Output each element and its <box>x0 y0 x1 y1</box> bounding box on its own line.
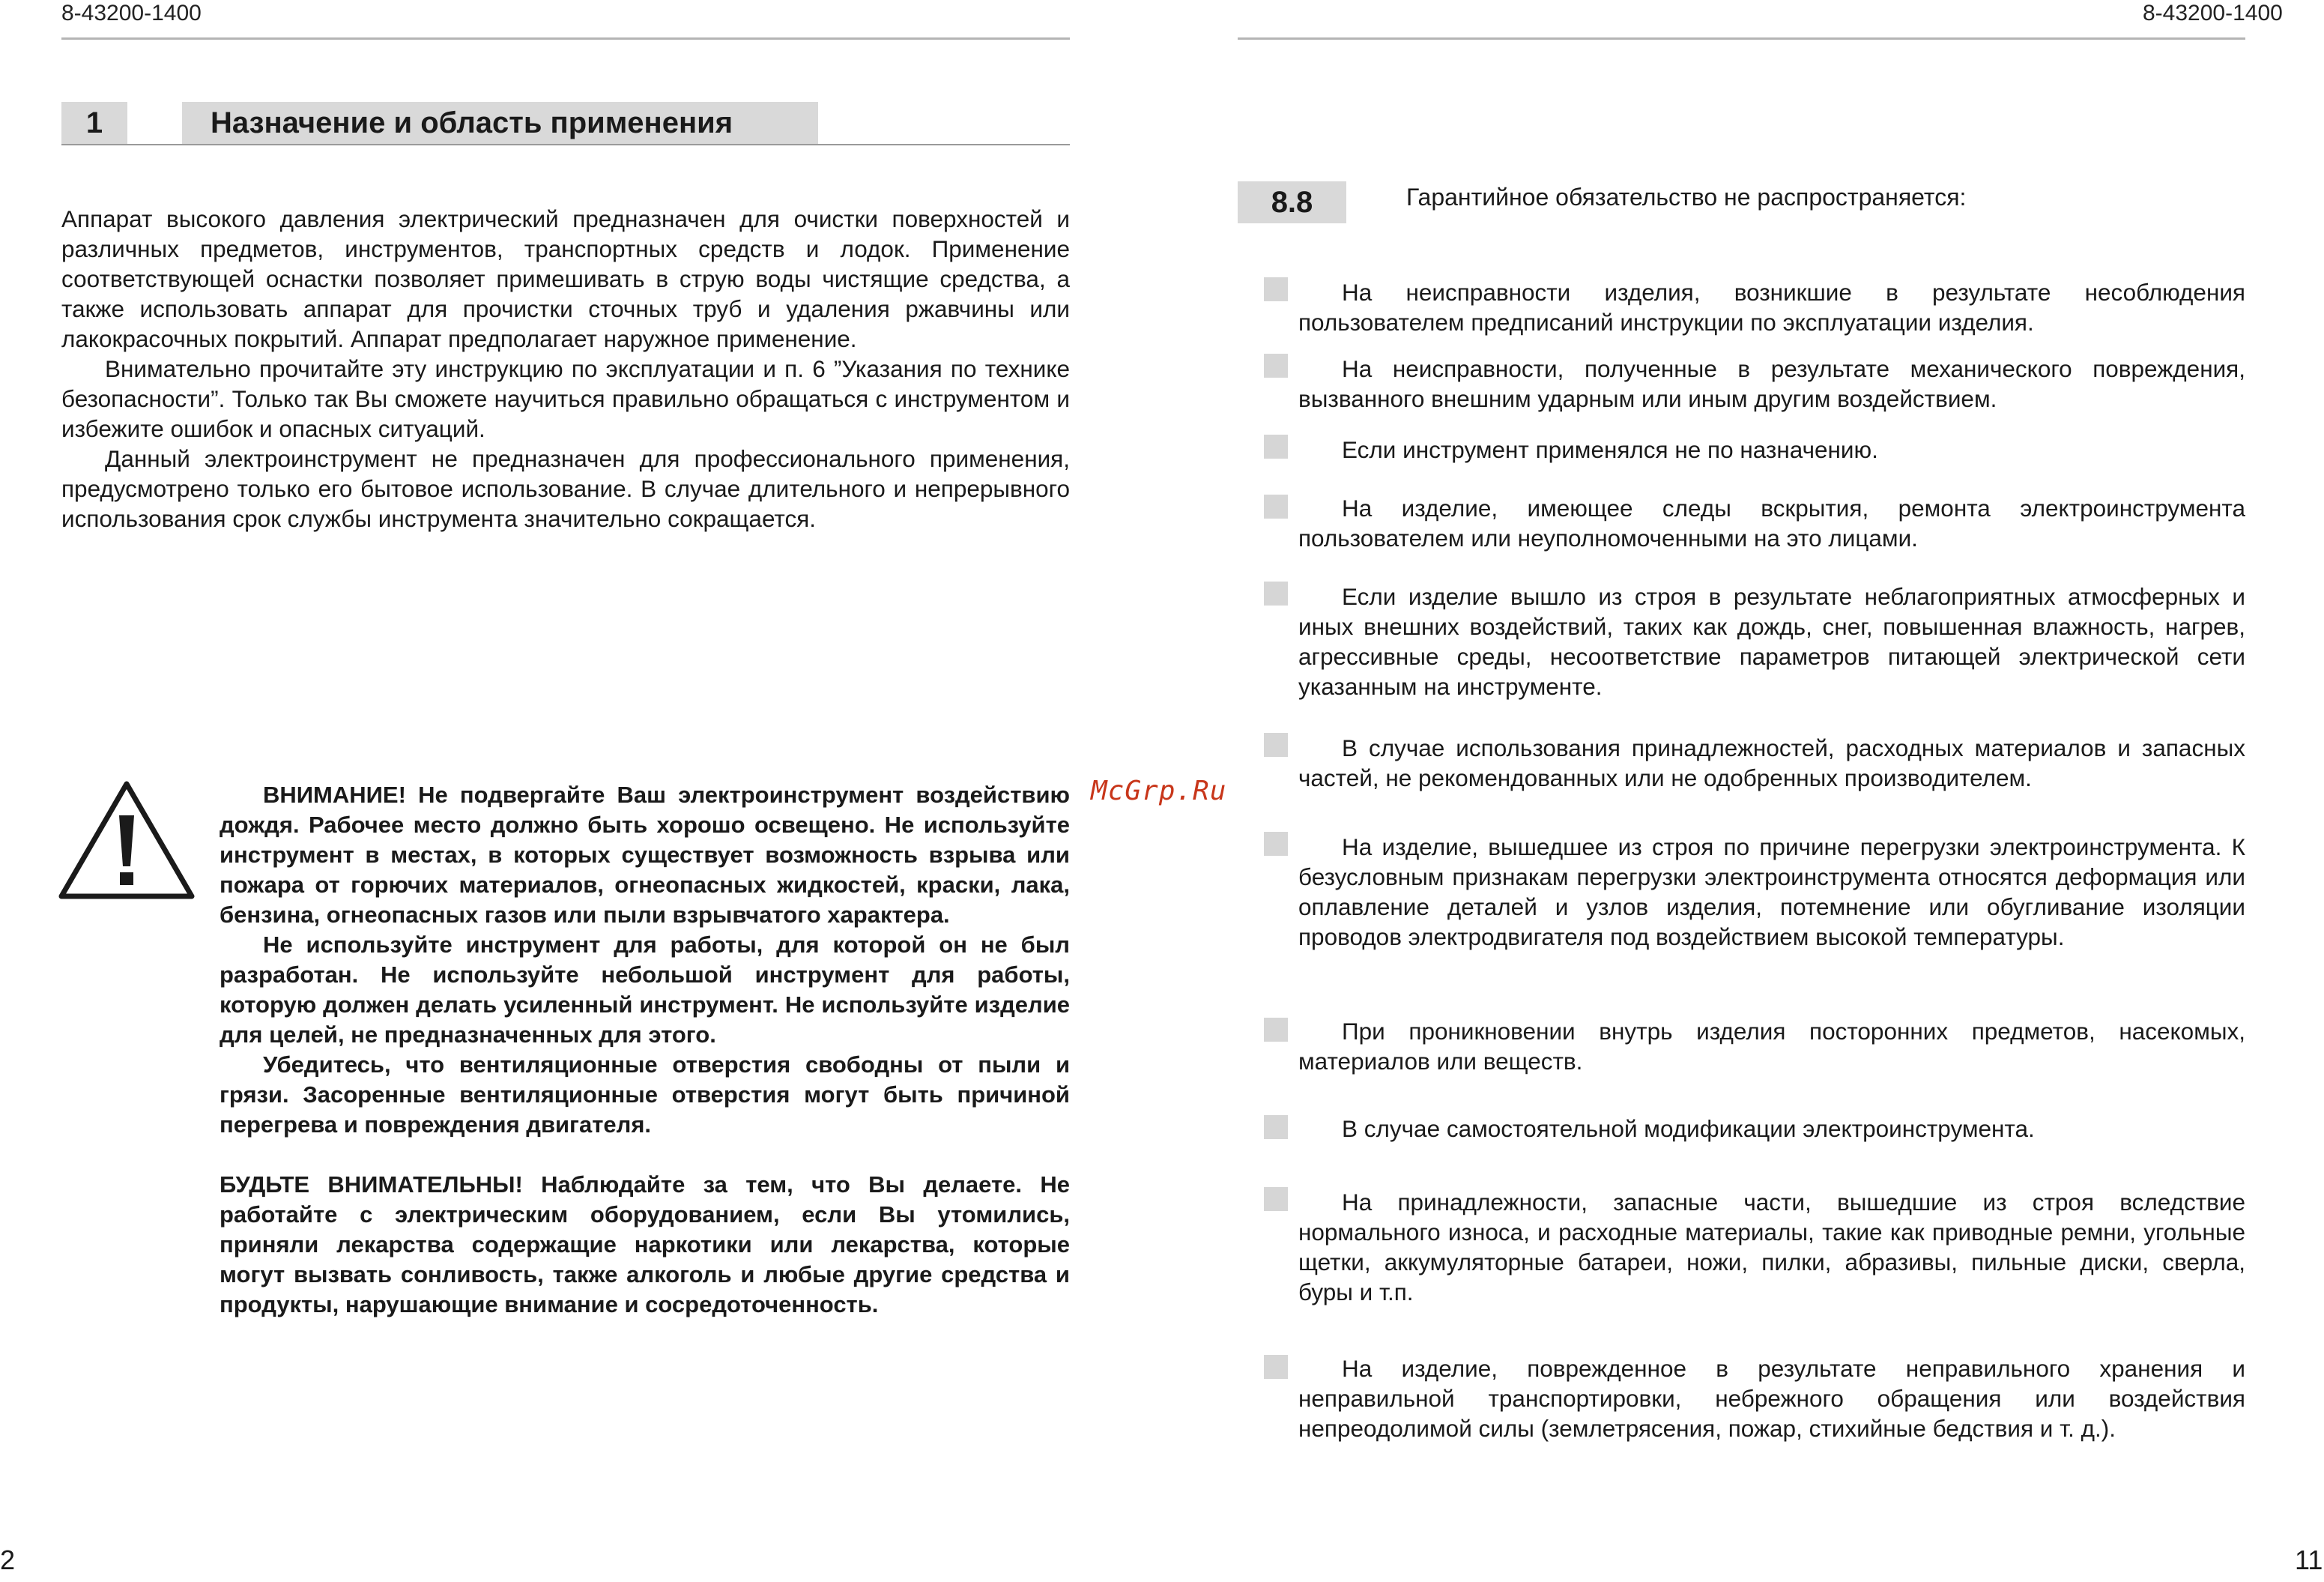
bullet-square <box>1264 832 1288 856</box>
section-number: 8.8 <box>1271 186 1313 219</box>
bullet-square <box>1264 1187 1288 1211</box>
bullet-square <box>1264 277 1288 301</box>
exclusion-item: Если изделие вышло из строя в результате неблагоприятных атмосферных и иных внешних воздействий, таких как дождь, снег, повышенная влажность, нагрев, агрессивные среды, несоответствие параметров питающей электрической сети указанным на инструменте. <box>1298 583 2245 700</box>
intro-paragraph: Внимательно прочитайте эту инструкцию по эксплуатации и п. 6 ”Указания по технике безопасности”. Только так Вы сможете научиться правильно обращаться с инструментом и избежите ошибок и опасных ситуаций. <box>61 355 1070 442</box>
warning-paragraph: ВНИМАНИЕ! Не подвергайте Ваш электроинструмент воздействию дождя. Рабочее место должно быть хорошо освещено. Не используйте инструмент в местах, в которых существует возможность взрыва или пожара от горючих материалов, огнеопасных жидкостей, краски, лака, бензина, огнеопасных газов или пыли взрывчатого характера. <box>220 782 1070 928</box>
bullet-square <box>1264 1018 1288 1042</box>
header-rule-right <box>1238 37 2245 40</box>
exclusion-item: Если инструмент применялся не по назначению. <box>1342 436 1878 463</box>
header-rule-left <box>61 37 1070 40</box>
bullet-square <box>1264 354 1288 378</box>
document-code-right: 8-43200-1400 <box>2143 1 2283 25</box>
document-code-left: 8-43200-1400 <box>61 1 202 25</box>
exclusion-item: В случае использования принадлежностей, расходных материалов и запасных частей, не рекомендованных или не одобренных производителем. <box>1298 734 2245 791</box>
bullet-square <box>1264 435 1288 459</box>
exclusion-item: При проникновении внутрь изделия посторонних предметов, насекомых, материалов или веществ. <box>1298 1018 2245 1075</box>
warning-triangle-icon <box>57 778 196 902</box>
warning-paragraph: Убедитесь, что вентиляционные отверстия свободны от пыли и грязи. Засоренные вентиляционные отверстия могут быть причиной перегрева и повреждения двигателя. <box>220 1051 1070 1138</box>
exclusion-item: На принадлежности, запасные части, вышедшие из строя вследствие нормального износа, и расходные материалы, такие как приводные ремни, угольные щетки, аккумуляторные батареи, ножи, пилки, абразивы, пильные диски, сверла, буры и т.п. <box>1298 1189 2245 1305</box>
intro-paragraph: Аппарат высокого давления электрический предназначен для очистки поверхностей и различных предметов, инструментов, транспортных средств и лодок. Применение соответствующей оснастки позволяет примешивать в струю воды чистящие средства, а также использовать аппарат для прочистки сточных труб и удаления ржавчины или лакокрасочных покрытий. Аппарат предполагает наружное применение. <box>61 205 1070 352</box>
bullet-square <box>1264 1355 1288 1379</box>
exclusion-item: На изделие, вышедшее из строя по причине перегрузки электроинструмента. К безусловным признакам перегрузки электроинструмента относятся деформация или оплавление деталей и узлов изделия, потемнение или обугливание изоляции проводов электродвигателя под воздействием высокой температуры. <box>1298 833 2245 950</box>
exclusion-item: В случае самостоятельной модификации электроинструмента. <box>1342 1115 2035 1142</box>
bullet-square <box>1264 582 1288 606</box>
section-title-rule <box>61 144 1070 145</box>
warning-text <box>220 780 1070 1320</box>
section-intro: Гарантийное обязательство не распространяется: <box>1406 184 1967 211</box>
bullet-square <box>1264 733 1288 757</box>
section-title: Назначение и область применения <box>211 106 733 139</box>
exclusion-item: На неисправности, полученные в результате механического повреждения, вызванного внешним ударным или иным другим воздействием. <box>1298 355 2245 412</box>
warning-paragraph: Не используйте инструмент для работы, для которой он не был разработан. Не используйте небольшой инструмент для работы, которую должен делать усиленный инструмент. Не используйте изделие для целей, не предназначенных для этого. <box>220 932 1070 1048</box>
exclusion-item: На неисправности изделия, возникшие в результате несоблюдения пользователем предписаний инструкции по эксплуатации изделия. <box>1298 279 2245 336</box>
exclusion-item: На изделие, поврежденное в результате неправильного хранения и неправильной транспортировки, небрежного обращения или воздействия непреодолимой силы (землетрясения, пожар, стихийные бедствия и т. д.). <box>1298 1355 2245 1442</box>
exclusion-item: На изделие, имеющее следы вскрытия, ремонта электроинструмента пользователем или неуполномоченными на это лицами. <box>1298 495 2245 552</box>
section-number: 1 <box>85 106 103 139</box>
page-number-left: 2 <box>0 1545 16 1575</box>
watermark: McGrp.Ru <box>1091 776 1227 806</box>
page-number-right: 11 <box>2295 1545 2323 1575</box>
warning-paragraph: БУДЬТЕ ВНИМАТЕЛЬНЫ! Наблюдайте за тем, что Вы делаете. Не работайте с электрическим оборудованием, если Вы утомились, приняли лекарства содержащие наркотики или лекарства, которые могут вызвать сонливость, также алкоголь и любые другие средства и продукты, нарушающие внимание и сосредоточенность. <box>220 1171 1070 1317</box>
bullet-square <box>1264 495 1288 519</box>
intro-paragraph: Данный электроинструмент не предназначен для профессионального применения, предусмотрено только его бытовое использование. В случае длительного и непрерывного использования срок службы инструмента значительно сокращается. <box>61 445 1070 532</box>
bullet-square <box>1264 1115 1288 1139</box>
intro-text <box>61 204 1070 534</box>
